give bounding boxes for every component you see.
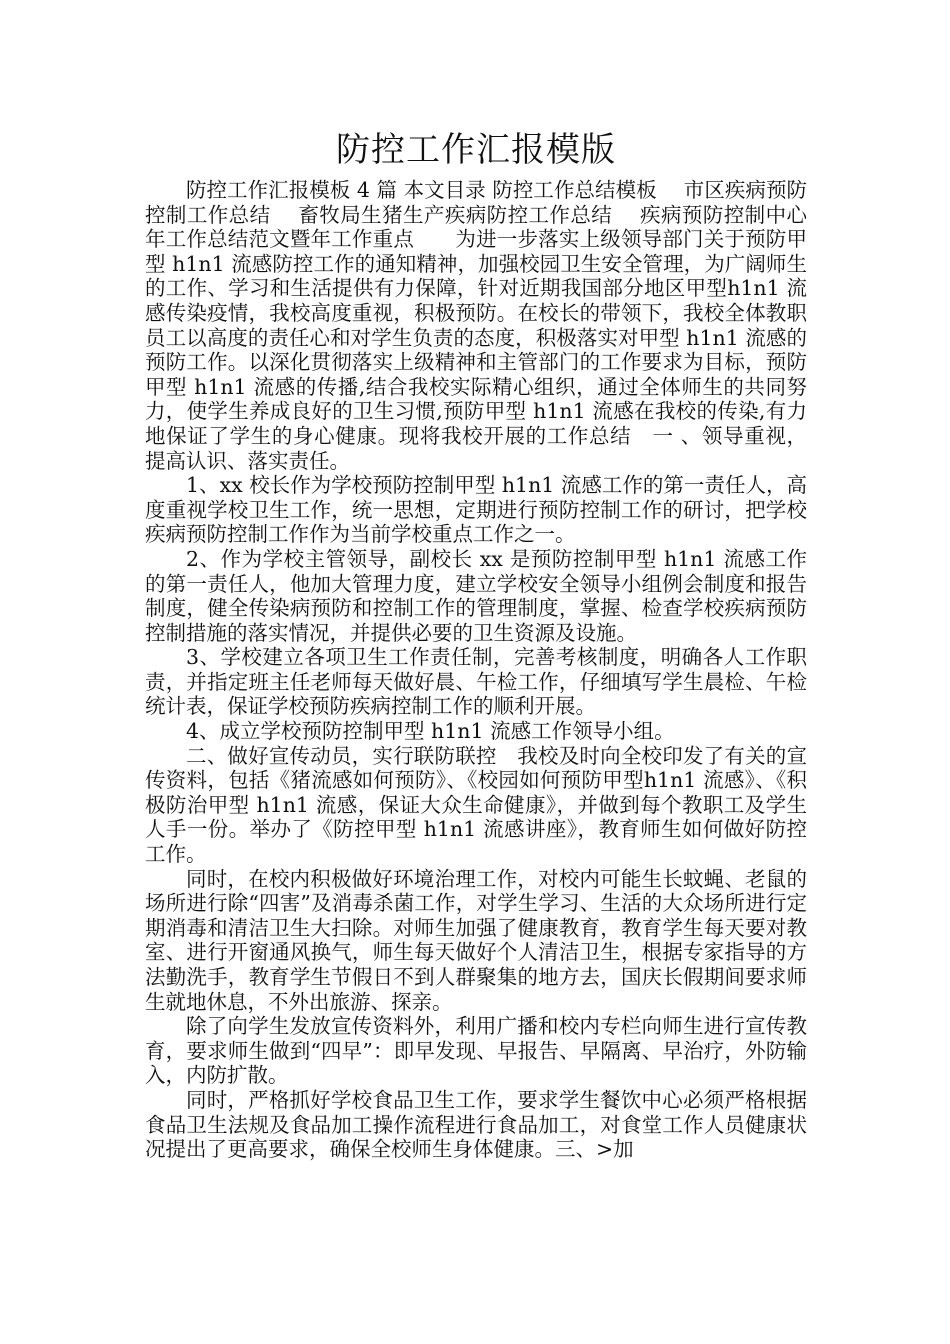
paragraph-food-safety: 同时，严格抓好学校食品卫生工作，要求学生餐饮中心必须严格根据食品卫生法规及食品加工操作流程进行食品加工，对食堂工作人员健康状况提出了更高要求，确保全校师生身体健康。三、>加 xyxy=(145,1087,807,1162)
paragraph-item-3: 3、学校建立各项卫生工作责任制，完善考核制度，明确各人工作职责，并指定班主任老师每天做好晨、午检工作，仔细填写学生晨检、午检统计表，保证学校预防疾病控制工作的顺利开展。 xyxy=(145,645,807,719)
paragraph-item-2: 2、作为学校主管领导，副校长 xx 是预防控制甲型 h1n1 流感工作的第一责任人，他加大管理力度，建立学校安全领导小组例会制度和报告制度，健全传染病预防和控制工作的管理制度，掌握、检查学校疾病预防控制措施的落实情况，并提供必要的卫生资源及设施。 xyxy=(145,546,807,645)
paragraph-item-4: 4、成立学校预防控制甲型 h1n1 流感工作领导小组。 xyxy=(186,719,675,744)
paragraph-environment: 同时，在校内积极做好环境治理工作，对校内可能生长蚊蝇、老鼠的场所进行除“四害”及消毒杀菌工作，对学生学习、生活的大众场所进行定期消毒和清洁卫生大扫除。对师生加强了健康教育，教育学生每天要对教室、进行开窗通风换气，师生每天做好个人清洁卫生，根据专家指导的方法勤洗手，教育学生节假日不到人群聚集的地方去，国庆长假期间要求师生就地休息，不外出旅游、探亲。 xyxy=(145,866,807,1014)
paragraph-item-1: 1、xx 校长作为学校预防控制甲型 h1n1 流感工作的第一责任人，高度重视学校卫生工作，统一思想，定期进行预防控制工作的研讨，把学校疾病预防控制工作作为当前学校重点工作之一。 xyxy=(145,473,807,547)
paragraph-section-2: 二、做好宣传动员，实行联防联控 我校及时向全校印发了有关的宣传资料，包括《猪流感如何预防》、《校园如何预防甲型h1n1 流感》、《积极防治甲型 h1n1 流感，保证大众生命健康》，并做到每个教职工及学生人手一份。举办了《防控甲型 h1n1 流感讲座》，教育师生如何做好防控工作。 xyxy=(145,743,807,867)
document-page xyxy=(145,128,807,1162)
paragraph-publicity: 除了向学生发放宣传资料外，利用广播和校内专栏向师生进行宣传教育，要求师生做到“四早”：即早发现、早报告、早隔离、早治疗，外防输入，内防扩散。 xyxy=(145,1014,807,1088)
document-title: 防控工作汇报模版 xyxy=(336,130,616,170)
paragraph-intro: 防控工作汇报模板 4 篇 本文目录 防控工作总结模板 市区疾病预防控制工作总结 畜牧局生猪生产疾病防控工作总结 疾病预防控制中心年工作总结范文暨年工作重点 为进一步落实上级领导部门关于预防甲型 h1n1 流感防控工作的通知精神，加强校园卫生安全管理，为广阔师生的工作、学习和生活提供有力保障，针对近期我国部分地区甲型h1n1 流感传染疫情，我校高度重视，积极预防。在校长的带领下，我校全体教职员工以高度的责任心和对学生负责的态度，积极落实对甲型 h1n1 流感的预防工作。以深化贯彻落实上级精神和主管部门的工作要求为目标，预防甲型 h1n1 流感的传播,结合我校实际精心组织，通过全体师生的共同努力，使学生养成良好的卫生习惯,预防甲型 h1n1 流感在我校的传染,有力地保证了学生的身心健康。现将我校开展的工作总结 一 、领导重视，提高认识、落实责任。 xyxy=(145,178,807,473)
